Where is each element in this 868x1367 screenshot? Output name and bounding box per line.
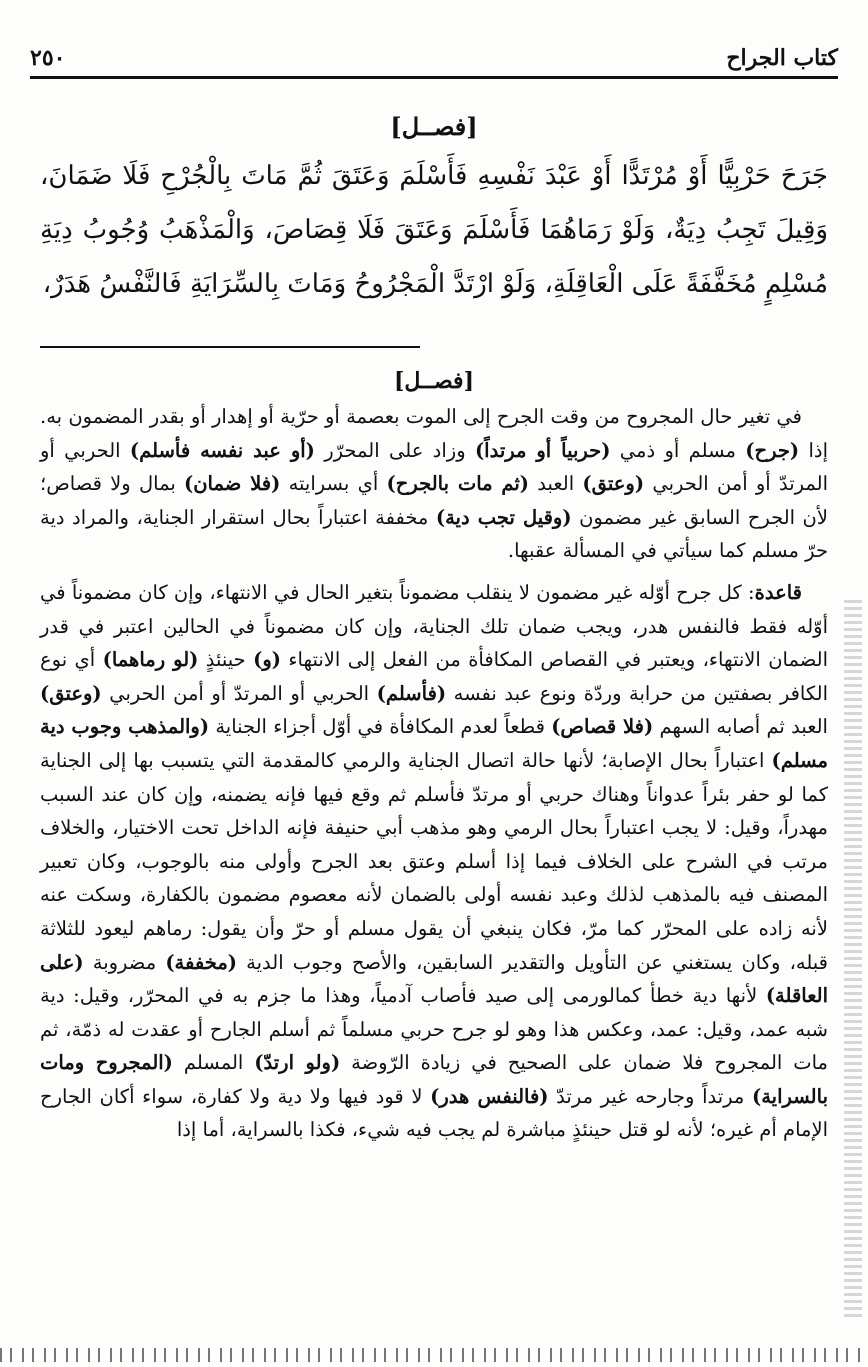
commentary-text: المسلم (172, 1051, 255, 1075)
matn-quote: (حربياً أو مرتداً) (474, 438, 611, 462)
header-rule (30, 76, 838, 79)
matn-quote: (فالنفس هدر) (430, 1084, 549, 1108)
commentary-text: لا قود فيها ولا دية ولا كفارة، سواء أكان الجارح الإمام أم غيره؛ لأنه لو قتل حينئذٍ مباشرة لم يجب فيه شيء، فكذا بالسراية، أما إذا (40, 1084, 828, 1142)
commentary-text: في تغير حال المجروح من وقت الجرح إلى الموت بعصمة أو حرّية أو إهدار أو بقدر المضمون به. إذا (40, 405, 829, 462)
commentary-text: مخففة اعتباراً بحال استقرار الجناية، والمراد دية حرّ مسلم كما سيأتي في المسألة عقبها. (40, 505, 828, 563)
matn-quote: (ثم مات بالجرح) (386, 472, 530, 496)
commentary-text: حينئذٍ (198, 648, 254, 672)
commentary-text: مسلم أو ذمي (610, 438, 746, 462)
commentary-text: الحربي أو المرتدّ أو أمن الحربي (101, 681, 377, 705)
matn-quote: (وقيل تجب دية) (435, 505, 572, 529)
sharh-block (40, 368, 828, 1155)
matn-quote: (لو رماهما) (102, 648, 199, 672)
matn-section-heading: [فصــل] (390, 112, 478, 141)
matn-quote: (فلا قصاص) (551, 715, 654, 739)
matn-sharh-separator (40, 346, 420, 348)
commentary-text: الحربي أو المرتدّ أو أمن الحربي (40, 438, 829, 496)
decorative-border-bottom (0, 1348, 868, 1362)
commentary-text: العبد (529, 472, 583, 496)
page-number: ٢٥٠ (30, 45, 66, 71)
matn-quote: (على العاقلة) (40, 950, 828, 1008)
matn-quote: (فلا ضمان) (184, 472, 281, 496)
matn-quote: (وعتق) (582, 472, 645, 496)
matn-quote: (مخففة) (165, 950, 237, 974)
matn-text: جَرَحَ حَرْبِيًّا أَوْ مُرْتَدًّا أَوْ عَبْدَ نَفْسِهِ فَأَسْلَمَ وَعَتَقَ ثُمَّ مَاتَ بِالْجُرْحِ فَلَا ضَمَانَ، وَقِيلَ تَجِبُ دِيَةٌ، وَلَوْ رَمَاهُمَا فَأَسْلَمَ وَعَتَقَ فَلَا قِصَاصَ، وَالْمَذْهَبُ وُجُوبُ دِيَةِ مُسْلِمٍ مُخَفَّفَةً عَلَى الْعَاقِلَةِ، وَلَوْ ارْتَدَّ الْمَجْرُوحُ وَمَاتَ بِالسِّرَايَةِ فَالنَّفْسُ هَدَرٌ، (40, 161, 828, 299)
matn-quote: (أو عبد نفسه فأسلم) (129, 438, 315, 462)
commentary-text: العبد ثم أصابه السهم (653, 715, 828, 739)
commentary-text: أي بسرايته (280, 472, 387, 496)
matn-quote: (و) (253, 648, 281, 672)
commentary-text: : كل جرح أوّله غير مضمون لا ينقلب مضموناً بتغير الحال في الانتهاء، وإن كان مضموناً في أوّله فقط فالنفس هدر، ويجب ضمان تلك الجناية، وإن كان مضموناً في الحالين اعتبر في قدر الضمان الانتهاء، ويعتبر في القصاص المكافأة من الفعل إلى الانتهاء (40, 580, 829, 672)
commentary-text: اعتباراً بحال الإصابة؛ لأنها حالة اتصال الجناية والرمي كالمقدمة التي يتسبب بها إلى الجناية كما لو حفر بئراً عدواناً وهناك حربي أو مرتدّ فأسلم ثم وقع فيها فإنه يضمنه، وإن كان عند السبب مهدراً، وقيل: لا يجب اعتباراً بحال الرمي وهو مذهب أبي حنيفة فإنه الداخل تحت الاختيار، والخلاف مرتب في الشرح على الخلاف فيما إذا أسلم وعتق بعد الجرح وأولى منه بالوجوب، وكان تعبير المصنف فيه بالمذهب لذلك وعبد نفسه أولى بالضمان لأنه معصوم مضمون بالكفارة، وسكت عنه لأنه زاده على المحرّر كما مرّ، فكان ينبغي أن يقول مسلم أو حرّ وأن يقول: رماهم ليعود للثلاثة قبله، وكان يستغني عن التأويل والتقدير السابقين، والأصح وجوب الدية (40, 748, 828, 974)
matn-quote: (فأسلم) (376, 681, 447, 705)
sharh-paragraph-2 (40, 576, 828, 1147)
matn-quote: (المجروح ومات بالسراية) (40, 1051, 828, 1108)
commentary-text: مضروبة (83, 950, 166, 974)
commentary-text: لأنها دية خطأ كمالورمى إلى صيد فأصاب آدمياً، وهذا ما جزم به في المحرّر، وقيل: دية شبه عمد، وقيل: عمد، وعكس هذا وهو لو جرح حربي مسلماً ثم أسلم الجارح أو عقدت له ذمّة، ثم مات المجروح فلا ضمان على الصحيح في زيادة الرّوضة (40, 984, 828, 1075)
matn-quote: (والمذهب وجوب دية مسلم) (40, 715, 828, 772)
matn-block (40, 112, 828, 311)
running-title: كتاب الجراح (726, 45, 838, 71)
decorative-border-right (844, 600, 862, 1320)
matn-quote: (وعتق) (40, 681, 102, 705)
commentary-text: بمال ولا قصاص؛ لأن الجرح السابق غير مضمون (40, 472, 828, 529)
sharh-paragraph-1 (40, 400, 828, 568)
matn-quote: (ولو ارتدّ) (254, 1051, 341, 1075)
commentary-text: مرتداً وجارحه غير مرتدّ (548, 1084, 752, 1108)
matn-quote: (جرح) (745, 438, 800, 462)
commentary-text: قطعاً لعدم المكافأة في أوّل أجزاء الجناية (209, 715, 552, 739)
commentary-text: وزاد على المحرّر (314, 438, 475, 462)
matn-quote: قاعدة (754, 580, 802, 604)
commentary-text: أي نوع الكافر بصفتين من حرابة وردّة ونوع عبد نفسه (40, 648, 829, 705)
sharh-section-heading: [فصــل] (394, 368, 474, 394)
page-header (30, 40, 838, 76)
